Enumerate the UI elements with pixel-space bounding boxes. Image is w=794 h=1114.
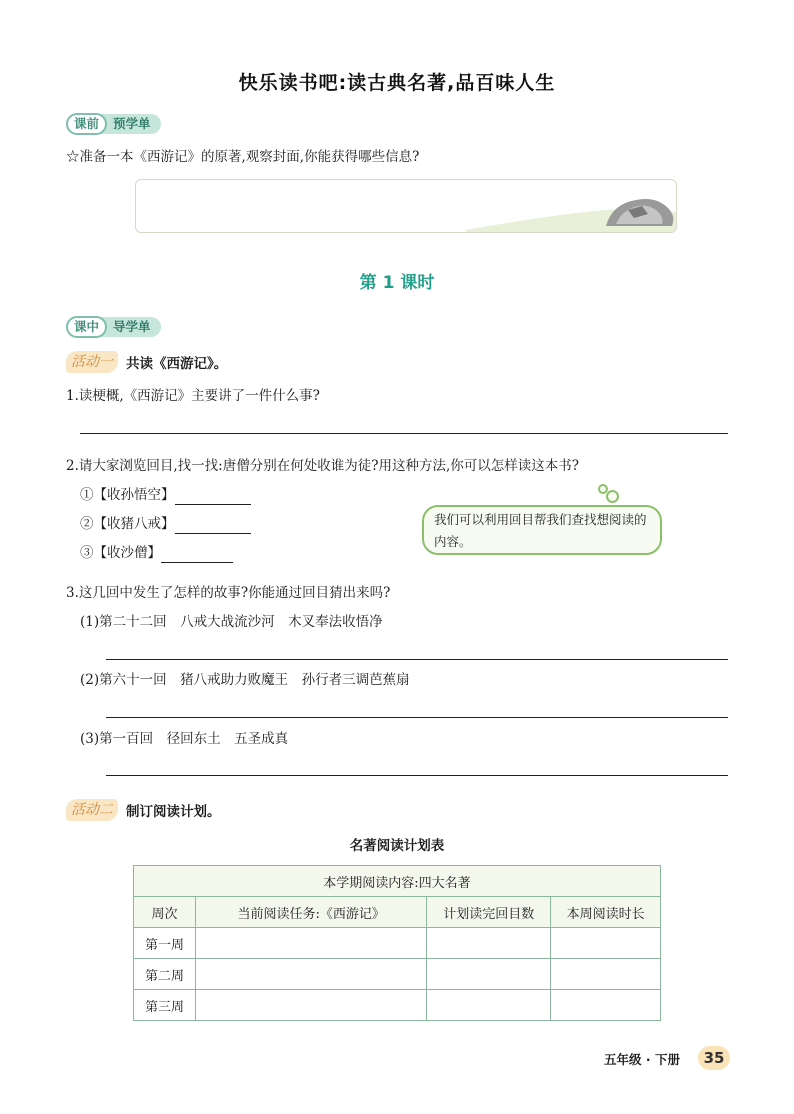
item-label: ①【收孙悟空】 bbox=[80, 487, 175, 503]
badge-left-label: 课前 bbox=[66, 113, 107, 135]
table-title: 名著阅读计划表 bbox=[349, 838, 445, 854]
pre-class-question: ☆准备一本《西游记》的原著,观察封面,你能获得哪些信息? bbox=[66, 149, 420, 165]
answer-line-chapter-2[interactable] bbox=[106, 717, 728, 718]
question-3: 3.这几回中发生了怎样的故事?你能通过回目猜出来吗? bbox=[66, 585, 391, 601]
page-number: 35 bbox=[698, 1046, 730, 1070]
answer-line-1[interactable] bbox=[80, 433, 728, 434]
activity-2-tag: 活动二 bbox=[66, 799, 118, 821]
table-cell[interactable] bbox=[195, 928, 427, 959]
table-row bbox=[134, 928, 661, 959]
table-cell[interactable] bbox=[427, 990, 551, 1021]
table-cell[interactable] bbox=[195, 959, 427, 990]
list-item bbox=[80, 485, 251, 505]
lesson-heading: 第 1 课时 bbox=[359, 273, 435, 293]
table-cell[interactable] bbox=[427, 928, 551, 959]
fill-blank[interactable] bbox=[175, 517, 251, 534]
table-banner-row bbox=[134, 866, 661, 897]
answer-line-chapter-3[interactable] bbox=[106, 775, 728, 776]
question-1: 1.读梗概,《西游记》主要讲了一件什么事? bbox=[66, 388, 320, 404]
answer-box[interactable] bbox=[135, 179, 677, 233]
chapter-item: (3)第一百回 径回东土 五圣成真 bbox=[80, 731, 289, 747]
page-title: 快乐读书吧:读古典名著,品百味人生 bbox=[238, 72, 556, 94]
footer-grade: 五年级 · 下册 bbox=[604, 1052, 680, 1067]
chapter-item: (1)第二十二回 八戒大战流沙河 木叉奉法收悟净 bbox=[80, 614, 383, 630]
column-header: 计划读完回目数 bbox=[427, 897, 551, 928]
activity-1-tag: 活动一 bbox=[66, 351, 118, 373]
table-cell[interactable] bbox=[551, 990, 661, 1021]
week-label: 第二周 bbox=[134, 959, 196, 990]
pre-class-badge bbox=[66, 113, 161, 135]
hint-bubble: 我们可以利用回目帮我们查找想阅读的内容。 bbox=[422, 505, 662, 555]
activity-2-text: 制订阅读计划。 bbox=[126, 804, 221, 820]
column-header: 当前阅读任务:《西游记》 bbox=[195, 897, 427, 928]
item-label: ③【收沙僧】 bbox=[80, 545, 161, 561]
list-item bbox=[80, 543, 233, 563]
bubble-dot bbox=[606, 490, 619, 503]
item-label: ②【收猪八戒】 bbox=[80, 516, 175, 532]
in-class-badge bbox=[66, 316, 161, 338]
column-header: 本周阅读时长 bbox=[551, 897, 661, 928]
answer-line-chapter-1[interactable] bbox=[106, 659, 728, 660]
chapter-item: (2)第六十一回 猪八戒助力败魔王 孙行者三调芭蕉扇 bbox=[80, 672, 410, 688]
activity-1-text: 共读《西游记》。 bbox=[126, 356, 228, 372]
column-header: 周次 bbox=[134, 897, 196, 928]
table-cell[interactable] bbox=[551, 959, 661, 990]
list-item bbox=[80, 514, 251, 534]
fill-blank[interactable] bbox=[175, 488, 251, 505]
badge-right-label: 预学单 bbox=[97, 114, 161, 134]
badge-right-label: 导学单 bbox=[97, 317, 161, 337]
activity-2-header bbox=[66, 799, 221, 821]
week-label: 第三周 bbox=[134, 990, 196, 1021]
table-row bbox=[134, 990, 661, 1021]
table-row bbox=[134, 959, 661, 990]
table-cell[interactable] bbox=[427, 959, 551, 990]
table-header-row bbox=[134, 897, 661, 928]
table-banner: 本学期阅读内容:四大名著 bbox=[134, 866, 661, 897]
activity-1-header bbox=[66, 351, 227, 373]
table-cell[interactable] bbox=[551, 928, 661, 959]
stone-illustration bbox=[136, 180, 676, 232]
reading-plan-table bbox=[133, 865, 661, 1021]
badge-left-label: 课中 bbox=[66, 316, 107, 338]
week-label: 第一周 bbox=[134, 928, 196, 959]
question-2: 2.请大家浏览回目,找一找:唐僧分别在何处收谁为徒?用这种方法,你可以怎样读这本书? bbox=[66, 458, 579, 474]
fill-blank[interactable] bbox=[161, 546, 233, 563]
table-cell[interactable] bbox=[195, 990, 427, 1021]
